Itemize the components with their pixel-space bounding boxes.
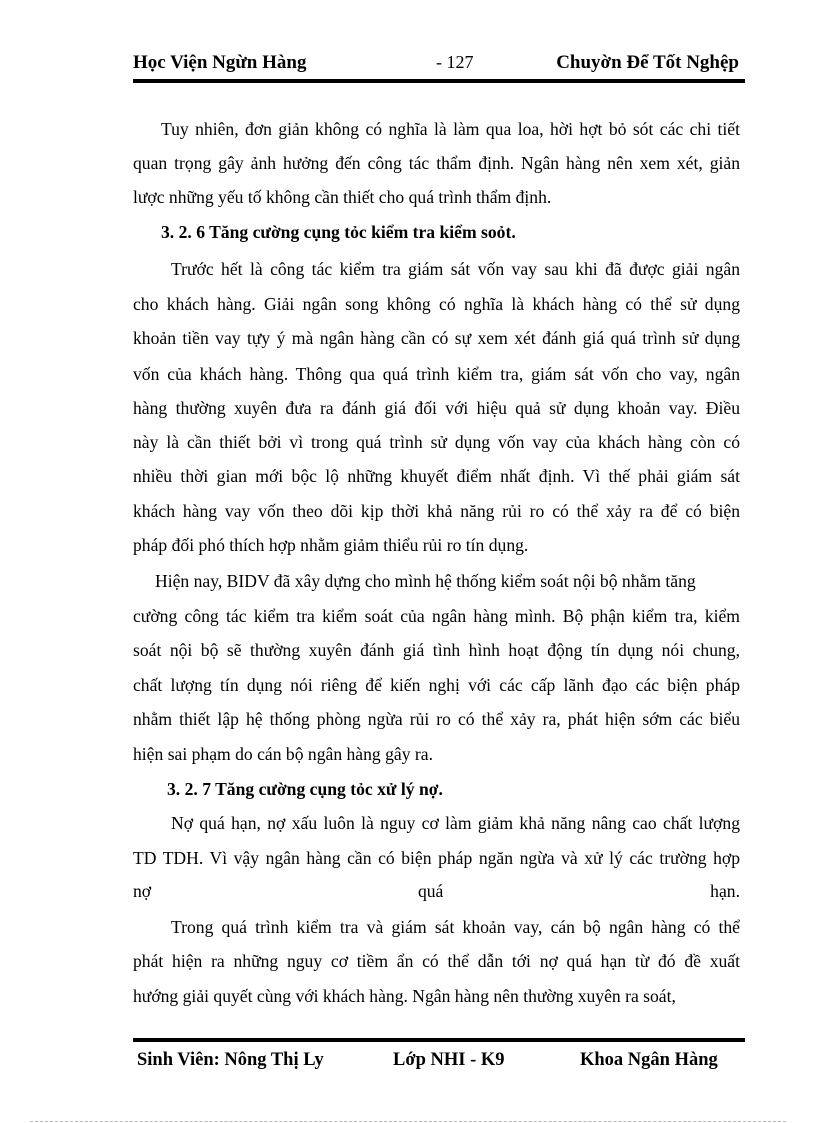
section-heading: 3. 2. 7 Tăng cường cụng tỏc xử lý nợ. xyxy=(167,779,443,799)
text-line: vốn của khách hàng. Thông qua quá trình kiểm tra, giám sát vốn cho vay, ngân xyxy=(133,364,740,384)
text-line: pháp đối phó thích hợp nhằm giảm thiểu rủi ro tín dụng. xyxy=(133,535,529,555)
text-line: quan trọng gây ảnh hưởng đến công tác thẩm định. Ngân hàng nên xem xét, giản xyxy=(133,153,740,173)
section-heading: 3. 2. 6 Tăng cường cụng tỏc kiểm tra kiểm soỏt. xyxy=(161,222,516,242)
text-line: cho khách hàng. Giải ngân song không có nghĩa là khách hàng có thể sử dụng xyxy=(133,294,740,314)
page-edge xyxy=(30,1121,786,1122)
page-footer xyxy=(137,1050,737,1074)
text-line: phát hiện ra những nguy cơ tiềm ẩn có thể dẫn tới nợ quá hạn từ đó đề xuất xyxy=(133,951,740,971)
text-line: Trước hết là công tác kiểm tra giám sát vốn vay sau khi đã được giải ngân xyxy=(171,259,740,279)
text-line: hướng giải quyết cùng với khách hàng. Ngân hàng nên thường xuyên ra soát, xyxy=(133,986,676,1006)
text-line: Nợ quá hạn, nợ xấu luôn là nguy cơ làm giảm khả năng nâng cao chất lượng xyxy=(171,813,740,833)
page-number: - 127 xyxy=(436,52,474,72)
text-line: lược những yếu tố không cần thiết cho quá trình thẩm định. xyxy=(133,187,552,207)
text-line xyxy=(133,879,740,903)
text-line: này là cần thiết bởi vì trong quá trình sử dụng vốn vay của khách hàng còn có xyxy=(133,432,740,452)
header-document-type: Chuyờn Để Tốt Nghệp xyxy=(556,52,739,73)
header-rule xyxy=(133,79,745,83)
footer-rule xyxy=(133,1038,745,1042)
text-line: chất lượng tín dụng nói riêng để kiến nghị với các cấp lãnh đạo các biện pháp xyxy=(133,675,740,695)
text-word: hạn. xyxy=(710,881,740,901)
text-line: Hiện nay, BIDV đã xây dựng cho mình hệ thống kiểm soát nội bộ nhằm tăng xyxy=(155,571,696,591)
text-line: TD TDH. Vì vậy ngân hàng cần có biện pháp ngăn ngừa và xử lý các trường hợp xyxy=(133,848,740,868)
text-word: nợ xyxy=(133,881,152,901)
header-institution: Học Viện Ngừn Hàng xyxy=(133,52,307,73)
text-line: khách hàng vay vốn theo dõi kịp thời khả năng rủi ro có thể xảy ra để có biện xyxy=(133,501,740,521)
text-line: hiện sai phạm do cán bộ ngân hàng gây ra. xyxy=(133,744,433,764)
footer-student: Sinh Viên: Nông Thị Ly xyxy=(137,1050,324,1070)
text-line: cường công tác kiểm tra kiểm soát của ngân hàng mình. Bộ phận kiểm tra, kiểm xyxy=(133,606,740,626)
footer-faculty: Khoa Ngân Hàng xyxy=(580,1050,718,1070)
page-header xyxy=(133,52,745,76)
text-line: Tuy nhiên, đơn giản không có nghĩa là làm qua loa, hời hợt bỏ sót các chi tiết xyxy=(161,119,740,139)
text-line: khoản tiền vay tựy ý mà ngân hàng cần có sự xem xét đánh giá quá trình sử dụng xyxy=(133,328,740,348)
text-line: Trong quá trình kiểm tra và giám sát khoản vay, cán bộ ngân hàng có thể xyxy=(171,917,740,937)
text-word: quá xyxy=(417,881,444,901)
text-line: nhiều thời gian mới bộc lộ những khuyết điểm nhất định. Vì thế phải giám sát xyxy=(133,466,740,486)
footer-class: Lớp NHI - K9 xyxy=(393,1050,505,1070)
text-line: soát nội bộ sẽ thường xuyên đánh giá tình hình hoạt động tín dụng nói chung, xyxy=(133,640,740,660)
text-line: nhằm thiết lập hệ thống phòng ngừa rủi ro có thể xảy ra, phát hiện sớm các biểu xyxy=(133,709,740,729)
text-line: hàng thường xuyên đưa ra đánh giá đối với hiệu quả sử dụng khoản vay. Điều xyxy=(133,398,740,418)
